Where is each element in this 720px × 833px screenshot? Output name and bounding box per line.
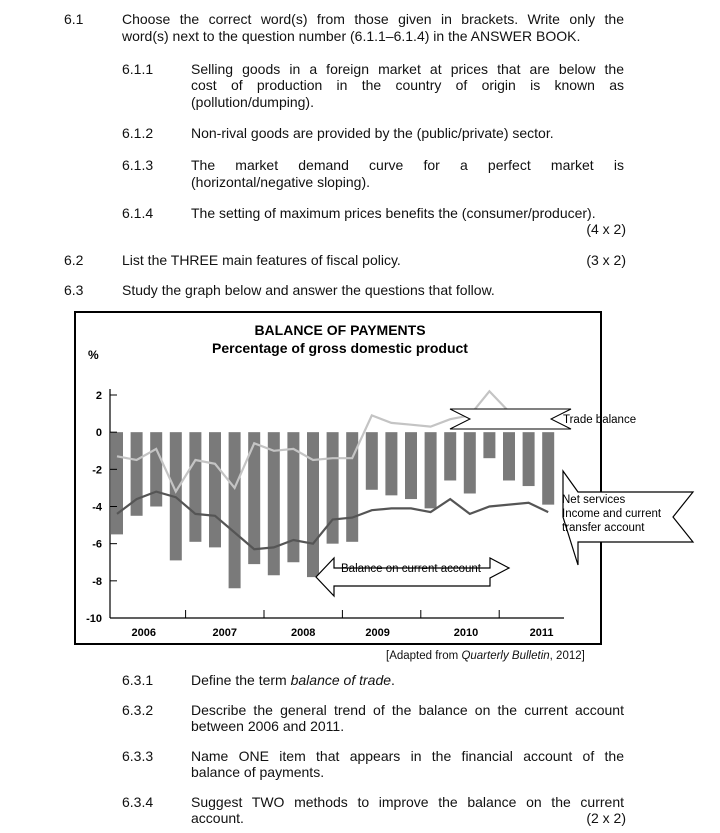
question-number: 6.3 (64, 282, 84, 298)
source-citation: [Adapted from Quarterly Bulletin, 2012] (386, 650, 585, 662)
current-account-bar (189, 432, 201, 542)
current-account-bar (209, 432, 221, 547)
y-tick-label: -2 (92, 464, 102, 477)
current-account-bar (523, 432, 535, 486)
x-tick-label: 2007 (212, 627, 238, 639)
net-services-label-line1: Net services (562, 494, 626, 506)
item-text: Suggest TWO methods to improve the balance on the current (191, 794, 624, 810)
current-account-bar (405, 432, 417, 499)
current-account-bar (111, 432, 123, 534)
current-account-bar (229, 432, 241, 588)
item-text: balance of payments. (191, 764, 325, 780)
item-number: 6.1.4 (122, 205, 154, 221)
current-account-bar (150, 432, 162, 506)
item-number: 6.1.3 (122, 157, 154, 173)
item-text: Selling goods in a foreign market at prices that are below the (191, 61, 624, 77)
trade-balance-callout (450, 409, 571, 429)
x-tick-label: 2010 (453, 627, 479, 639)
chart-canvas (76, 313, 662, 643)
y-tick-label: -8 (92, 575, 102, 588)
current-account-label: Balance on current account (341, 563, 482, 575)
item-number: 6.3.2 (122, 702, 154, 718)
chart-title: BALANCE OF PAYMENTS (254, 322, 426, 338)
x-tick-label: 2006 (131, 627, 157, 639)
current-account-bar (503, 432, 515, 480)
item-number: 6.1.2 (122, 125, 154, 141)
item-text: (horizontal/negative sloping). (191, 174, 370, 190)
item-text: cost of production in the country of origin is known as (191, 77, 624, 93)
instruction-text: Choose the correct word(s) from those given in brackets. Write only the (122, 11, 624, 27)
item-number: 6.1.1 (122, 61, 154, 77)
item-text: The market demand curve for a perfect market is (191, 157, 624, 173)
x-tick-label: 2011 (529, 627, 554, 639)
question-text: Study the graph below and answer the questions that follow. (122, 282, 495, 298)
current-account-bar (464, 432, 476, 493)
marks: (2 x 2) (586, 810, 626, 826)
marks: (4 x 2) (586, 221, 626, 237)
net-services-label-line3: transfer account (562, 522, 645, 534)
y-tick-label: 2 (95, 390, 102, 402)
item-text: The setting of maximum prices benefits the (consumer/producer). (191, 205, 596, 221)
balance-of-payments-chart (74, 311, 662, 645)
item-number: 6.3.4 (122, 794, 154, 810)
current-account-bar (327, 432, 339, 543)
current-account-bar (385, 432, 397, 495)
y-tick-label: -10 (86, 613, 102, 625)
y-axis-label: % (88, 348, 99, 362)
instruction-text: word(s) next to the question number (6.1.1–6.1.4) in the ANSWER BOOK. (122, 28, 581, 44)
y-tick-label: -4 (92, 501, 102, 514)
current-account-bar (483, 432, 495, 458)
current-account-bar (366, 432, 378, 490)
y-tick-label: 0 (95, 427, 102, 440)
x-tick-label: 2009 (365, 627, 390, 639)
current-account-bar (268, 432, 280, 575)
marks: (3 x 2) (586, 252, 626, 268)
x-tick-labels (132, 627, 554, 639)
chart-subtitle: Percentage of gross domestic product (212, 340, 468, 356)
current-account-bar (542, 432, 554, 504)
current-account-bar (307, 432, 319, 577)
item-number: 6.3.3 (122, 748, 154, 764)
item-number: 6.3.1 (122, 672, 154, 688)
item-text: Non-rival goods are provided by the (public/private) sector. (191, 125, 554, 141)
item-text: (pollution/dumping). (191, 94, 314, 110)
x-tick-label: 2008 (290, 627, 316, 639)
y-tick-labels (86, 390, 103, 625)
item-text: between 2006 and 2011. (191, 718, 345, 734)
question-number: 6.1 (64, 11, 84, 27)
question-number: 6.2 (64, 252, 84, 268)
item-text: Describe the general trend of the balance on the current account (191, 702, 624, 718)
question-text: List the THREE main features of fiscal policy. (122, 252, 401, 268)
item-text: Name ONE item that appears in the financial account of the (191, 748, 624, 764)
item-text: account. (191, 810, 244, 826)
trade-balance-label: Trade balance (563, 414, 637, 426)
current-account-bar (425, 432, 437, 508)
net-services-label-line2: Income and current (562, 508, 662, 520)
current-account-bar (444, 432, 456, 480)
y-tick-label: -6 (92, 538, 102, 551)
item-text: Define the term balance of trade. (191, 672, 395, 688)
